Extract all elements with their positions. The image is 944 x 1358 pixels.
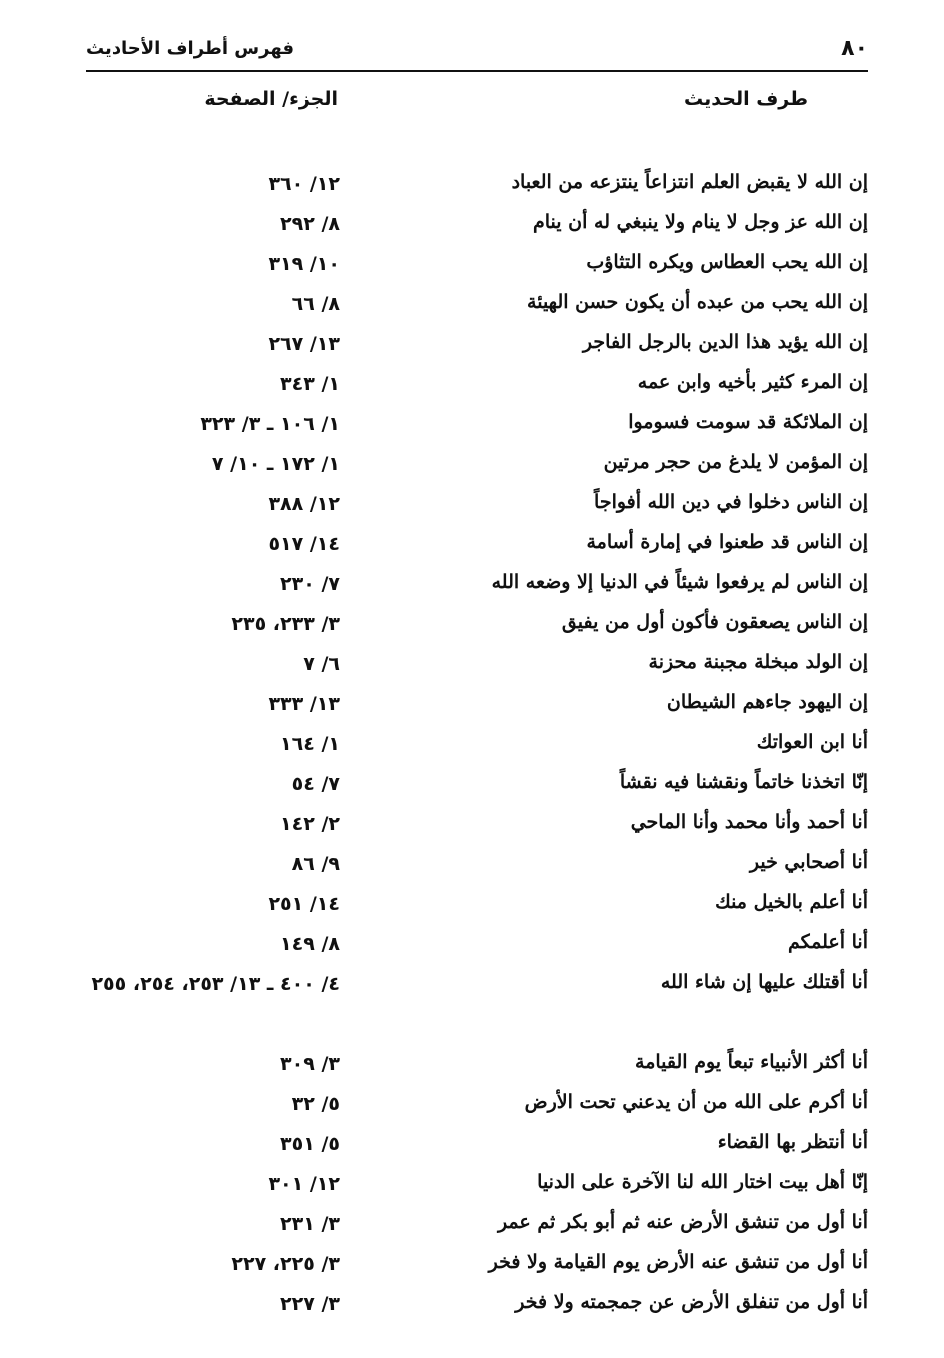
hadith-text: أنا أكرم على الله من أن يدعني تحت الأرض xyxy=(524,1091,868,1113)
hadith-text: إن الله عز وجل لا ينام ولا ينبغي له أن ينام xyxy=(532,211,868,233)
index-entry xyxy=(0,564,944,604)
hadith-text: إن الولد مبخلة مجبنة محزنة xyxy=(648,651,868,673)
volume-page-reference: ٤/ ٤٠٠ ـ ١٣/ ٢٥٣، ٢٥٤، ٢٥٥ xyxy=(91,973,340,995)
volume-page-reference: ٥/ ٣٢ xyxy=(291,1093,340,1115)
hadith-text: إنّا اتخذنا خاتماً ونقشنا فيه نقشاً xyxy=(619,771,868,793)
volume-page-reference: ١/ ١٦٤ xyxy=(280,733,340,755)
volume-page-reference: ٢/ ١٤٢ xyxy=(280,813,340,835)
volume-page-reference: ٧/ ٢٣٠ xyxy=(280,573,340,595)
index-entry xyxy=(0,324,944,364)
volume-page-reference: ٣/ ٢٣١ xyxy=(280,1213,340,1235)
hadith-text: أنا أصحابي خير xyxy=(749,851,868,873)
index-entry xyxy=(0,764,944,804)
index-entry xyxy=(0,364,944,404)
hadith-text: إن اليهود جاءهم الشيطان xyxy=(666,691,868,713)
volume-page-reference: ٣/ ٢٢٥، ٢٢٧ xyxy=(231,1253,340,1275)
index-entry xyxy=(0,284,944,324)
index-entry xyxy=(0,1204,944,1244)
hadith-text: أنا أحمد وأنا محمد وأنا الماحي xyxy=(630,811,868,833)
hadith-text: أنا أعلم بالخيل منك xyxy=(715,891,868,913)
volume-page-reference: ١٤/ ٢٥١ xyxy=(268,893,340,915)
index-entry xyxy=(0,1084,944,1124)
hadith-text: إنّا أهل بيت اختار الله لنا الآخرة على الدنيا xyxy=(537,1171,868,1193)
volume-page-reference: ١٢/ ٣٦٠ xyxy=(268,173,340,195)
index-entry xyxy=(0,604,944,644)
hadith-text: أنا أعلمكم xyxy=(788,931,868,953)
hadith-text: إن الملائكة قد سومت فسوموا xyxy=(628,411,868,433)
volume-page-reference: ١/ ١٠٦ ـ ٣/ ٣٢٣ xyxy=(200,413,340,435)
hadith-text: إن الله لا يقبض العلم انتزاعاً ينتزعه من العباد xyxy=(511,171,868,193)
hadith-text: أنا ابن العواتك xyxy=(756,731,868,753)
volume-page-reference: ٨/ ١٤٩ xyxy=(280,933,340,955)
index-entry xyxy=(0,164,944,204)
index-entry xyxy=(0,524,944,564)
page-number: ٨٠ xyxy=(841,36,868,61)
index-entry xyxy=(0,204,944,244)
volume-page-reference: ١/ ١٧٢ ـ ١٠/ ٧ xyxy=(211,453,340,475)
volume-page-reference: ٨/ ٢٩٢ xyxy=(280,213,340,235)
index-entry xyxy=(0,444,944,484)
volume-page-reference: ١٤/ ٥١٧ xyxy=(268,533,340,555)
hadith-text: إن الله يحب من عبده أن يكون حسن الهيئة xyxy=(527,291,868,313)
index-entry xyxy=(0,844,944,884)
volume-page-reference: ١٢/ ٣٨٨ xyxy=(268,493,340,515)
index-entry xyxy=(0,884,944,924)
volume-page-reference: ١/ ٣٤٣ xyxy=(280,373,340,395)
index-entry xyxy=(0,1284,944,1324)
column-header-hadith: طرف الحديث xyxy=(684,88,808,110)
volume-page-reference: ٣/ ٢٣٣، ٢٣٥ xyxy=(231,613,340,635)
index-entry xyxy=(0,404,944,444)
index-entry xyxy=(0,1244,944,1284)
hadith-text: أنا أول من تنفلق الأرض عن جمجمته ولا فخر xyxy=(515,1291,868,1313)
hadith-text: إن الناس لم يرفعوا شيئاً في الدنيا إلا وضعه الله xyxy=(491,571,868,593)
hadith-text: إن المرء كثير بأخيه وابن عمه xyxy=(637,371,868,393)
index-entry xyxy=(0,1124,944,1164)
volume-page-reference: ٣/ ٣٠٩ xyxy=(280,1053,340,1075)
hadith-text: أنا أكثر الأنبياء تبعاً يوم القيامة xyxy=(635,1051,868,1073)
volume-page-reference: ١٣/ ٣٣٣ xyxy=(268,693,340,715)
hadith-text: أنا أقتلك عليها إن شاء الله xyxy=(660,971,868,993)
hadith-text: أنا أنتظر بها القضاء xyxy=(717,1131,868,1153)
index-entry xyxy=(0,684,944,724)
index-entry xyxy=(0,484,944,524)
index-entry xyxy=(0,1164,944,1204)
hadith-text: أنا أول من تنشق الأرض عنه ثم أبو بكر ثم عمر xyxy=(497,1211,868,1233)
hadith-index-list xyxy=(0,164,944,1324)
header-title: فهرس أطراف الأحاديث xyxy=(86,38,294,59)
volume-page-reference: ٥/ ٣٥١ xyxy=(280,1133,340,1155)
hadith-text: أنا أول من تنشق عنه الأرض يوم القيامة ولا فخر xyxy=(488,1251,868,1273)
hadith-text: إن المؤمن لا يلدغ من حجر مرتين xyxy=(603,451,868,473)
volume-page-reference: ٩/ ٨٦ xyxy=(291,853,340,875)
volume-page-reference: ١٠/ ٣١٩ xyxy=(268,253,340,275)
hadith-text: إن الناس يصعقون فأكون أول من يفيق xyxy=(561,611,868,633)
index-entry xyxy=(0,1044,944,1084)
volume-page-reference: ١٣/ ٢٦٧ xyxy=(268,333,340,355)
column-header-reference: الجزء/ الصفحة xyxy=(204,88,338,110)
volume-page-reference: ١٢/ ٣٠١ xyxy=(268,1173,340,1195)
hadith-text: إن الناس قد طعنوا في إمارة أسامة xyxy=(586,531,868,553)
index-entry xyxy=(0,244,944,284)
index-entry xyxy=(0,804,944,844)
index-entry xyxy=(0,924,944,964)
hadith-text: إن الله يؤيد هذا الدين بالرجل الفاجر xyxy=(582,331,868,353)
volume-page-reference: ٨/ ٦٦ xyxy=(291,293,340,315)
hadith-text: إن الله يحب العطاس ويكره التثاؤب xyxy=(586,251,868,273)
index-entry xyxy=(0,644,944,684)
index-entry xyxy=(0,724,944,764)
hadith-text: إن الناس دخلوا في دين الله أفواجاً xyxy=(594,491,868,513)
index-entry xyxy=(0,964,944,1044)
volume-page-reference: ٧/ ٥٤ xyxy=(291,773,340,795)
volume-page-reference: ٦/ ٧ xyxy=(303,653,340,675)
volume-page-reference: ٣/ ٢٢٧ xyxy=(280,1293,340,1315)
running-header xyxy=(86,34,868,72)
